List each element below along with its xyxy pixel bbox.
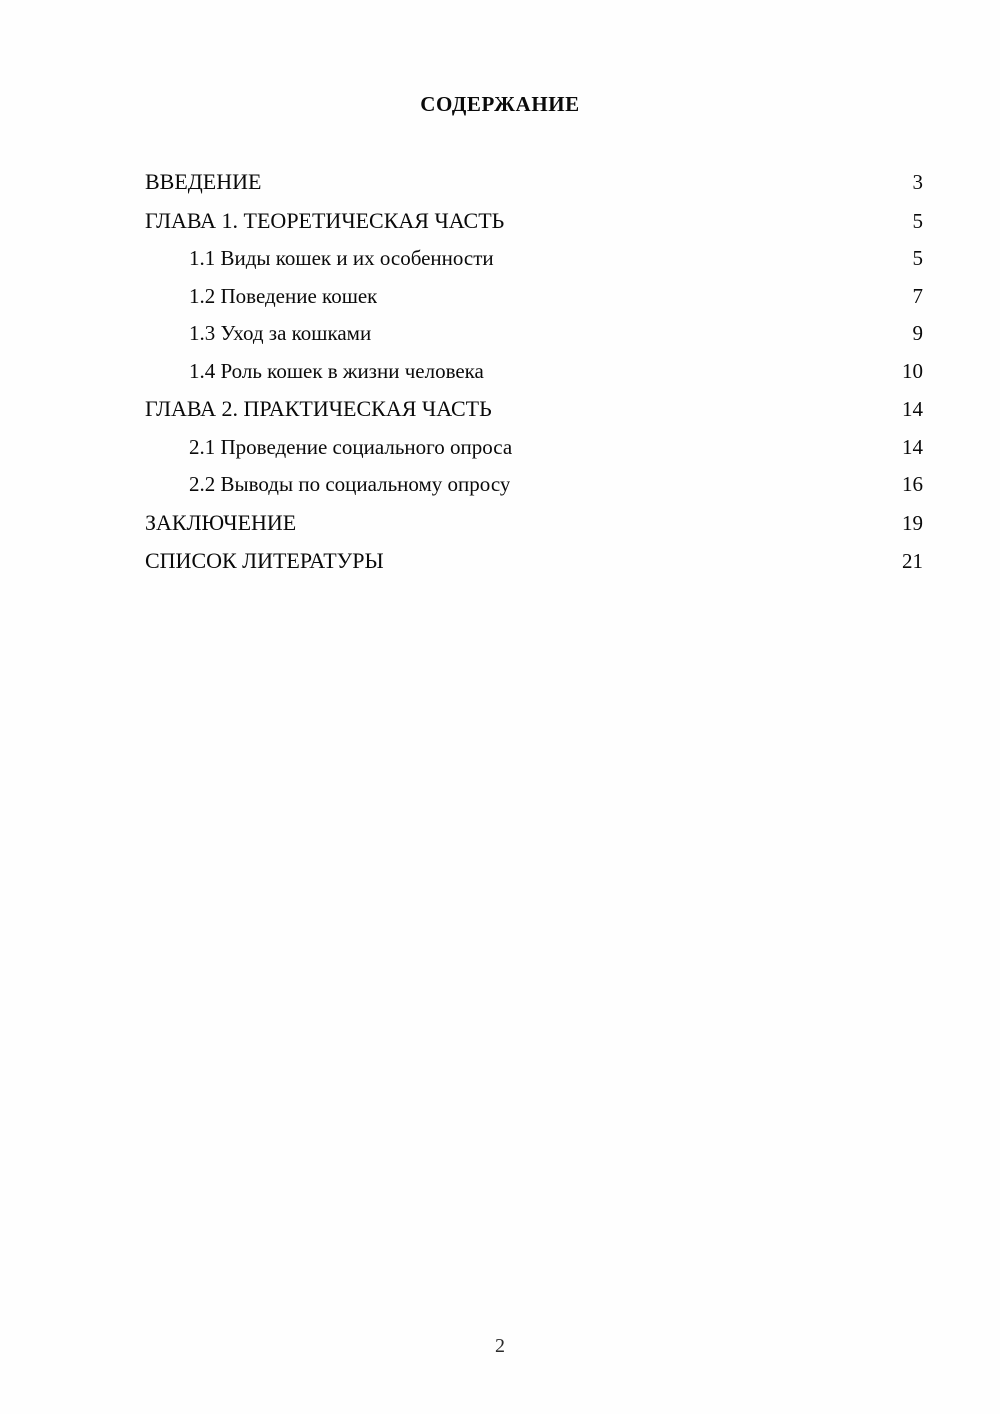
toc-entry-label: ВВЕДЕНИЕ — [145, 169, 262, 194]
toc-entry-label: ГЛАВА 2. ПРАКТИЧЕСКАЯ ЧАСТЬ — [145, 396, 492, 421]
toc-entry-label: 2.1 Проведение социального опроса — [189, 434, 513, 459]
toc-entry[interactable] — [145, 353, 923, 391]
toc-entry-label: 2.2 Выводы по социальному опросу — [189, 472, 511, 496]
toc-entry-label: СПИСОК ЛИТЕРАТУРЫ — [145, 548, 384, 573]
page-number: 2 — [495, 1335, 505, 1357]
toc-entry[interactable] — [145, 202, 923, 241]
toc-entry[interactable] — [145, 240, 923, 278]
toc-entry-page: 9 — [912, 321, 923, 345]
toc-entry-page: 21 — [902, 549, 923, 573]
toc-entry[interactable] — [145, 315, 923, 353]
page-title: СОДЕРЖАНИЕ — [420, 92, 580, 116]
toc-entry-label: 1.2 Поведение кошек — [189, 283, 378, 308]
toc-entry-page: 14 — [902, 397, 923, 421]
toc-entry-label: ГЛАВА 1. ТЕОРЕТИЧЕСКАЯ ЧАСТЬ — [145, 207, 505, 233]
toc-entry-page: 14 — [902, 434, 923, 459]
toc-entry-label: 1.1 Виды кошек и их особенности — [189, 246, 494, 270]
toc-entry[interactable] — [145, 163, 923, 202]
toc-entry-label: 1.3 Уход за кошками — [189, 321, 372, 345]
toc-entry[interactable] — [145, 429, 923, 467]
toc-entry[interactable] — [145, 542, 923, 581]
toc-entry-page: 7 — [912, 283, 923, 308]
toc-entry-page: 19 — [902, 510, 923, 535]
toc-entry-page: 3 — [912, 170, 923, 194]
toc-entry-label: ЗАКЛЮЧЕНИЕ — [145, 509, 297, 535]
toc-entry[interactable] — [145, 390, 923, 429]
toc-entry[interactable] — [145, 278, 923, 316]
toc-entry-page: 10 — [902, 358, 923, 383]
toc-entry[interactable] — [145, 504, 923, 543]
toc-entry[interactable] — [145, 466, 923, 504]
toc-entry-page: 5 — [912, 208, 923, 233]
toc-entry-page: 16 — [902, 472, 923, 496]
toc-entry-label: 1.4 Роль кошек в жизни человека — [189, 358, 484, 383]
table-of-contents — [145, 163, 923, 581]
toc-entry-page: 5 — [912, 246, 923, 270]
